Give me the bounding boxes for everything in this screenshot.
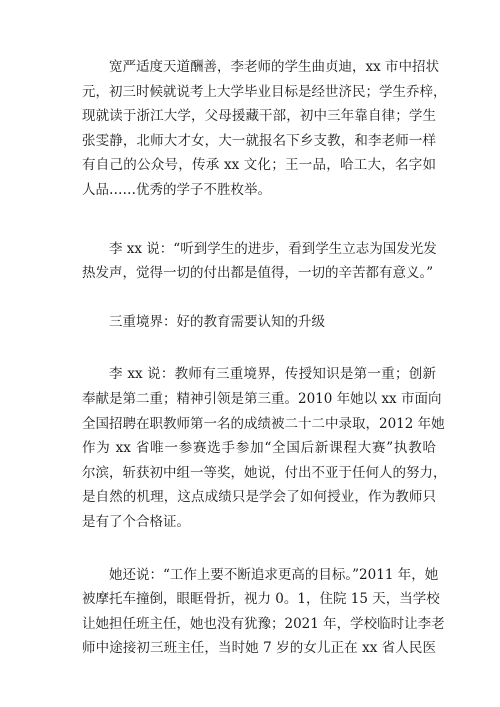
text-line: 让她担任班主任，她也没有犹豫；2021 年，学校临时让李老 <box>82 615 445 632</box>
text-line: 李 xx 说：“听到学生的进步，看到学生立志为国发光发 <box>109 240 437 257</box>
text-line: 尔滨，斩获初中组一等奖，她说，付出不亚于任何人的努力， <box>82 464 447 481</box>
text-line: 宽严适度天道酬善，李老师的学生曲贞迪，xx 市中招状 <box>109 59 440 75</box>
text-line: 被摩托车撞倒，眼眶骨折，视力 0。1，住院 15 天，当学校 <box>82 591 440 608</box>
paragraph-spacer <box>82 286 436 310</box>
paragraph-spacer <box>82 203 436 237</box>
text-line: 作为 xx 省唯一参赛选手参加“全国后新课程大赛”执教哈 <box>82 440 436 457</box>
text-line: 李 xx 说：教师有三重境界，传授知识是第一重；创新 <box>109 366 436 383</box>
text-line: 人品……优秀的学子不胜枚举。 <box>82 181 271 198</box>
paragraph-spacer <box>82 334 436 362</box>
text-line: 有自己的公众号，传承 xx 文化；王一品，哈工大，名字如 <box>82 157 436 174</box>
document-body <box>82 55 447 661</box>
paragraph-three-realms <box>82 362 447 534</box>
text-line: 现就读于浙江大学，父母援藏干部，初中三年靠自律；学生 <box>82 108 436 125</box>
text-line: 是自然的机理，这点成绩只是学会了如何授业，作为教师只 <box>82 489 436 506</box>
text-line: 奉献是第二重；精神引领是第三重。2010 年她以 xx 市面向 <box>82 390 442 407</box>
text-line: 张雯静，北师大才女，大一就报名下乡支教，和李老师一样 <box>82 132 436 149</box>
text-line: 是有了个合格证。 <box>82 513 190 530</box>
text-line: 她还说：“工作上要不断追求更高的目标。”2011 年，她 <box>109 566 439 583</box>
paragraph-quote <box>82 237 436 286</box>
text-line: 师中途接初三班主任，当时她 7 岁的女儿正在 xx 省人民医 <box>82 640 436 657</box>
text-line: 元，初三时候就说考上大学毕业目标是经世济民；学生乔梓， <box>82 83 447 100</box>
paragraph-spacer <box>82 535 436 563</box>
paragraph-goals <box>82 563 445 661</box>
text-line: 三重境界：好的教育需要认知的升级 <box>109 313 325 330</box>
paragraph-students <box>82 55 447 203</box>
text-line: 全国招聘在职教师第一名的成绩被二十二中录取，2012 年她 <box>82 415 445 432</box>
text-line: 热发声，觉得一切的付出都是值得，一切的辛苦都有意义。” <box>82 265 434 282</box>
section-heading <box>82 310 436 335</box>
